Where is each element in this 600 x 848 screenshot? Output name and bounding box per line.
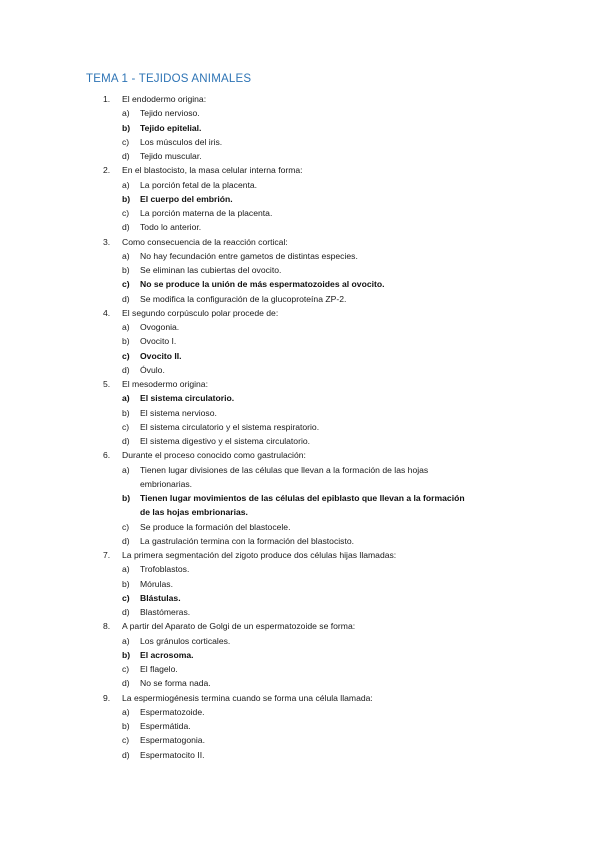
option-letter: c) — [122, 208, 130, 218]
option-letter: c) — [122, 664, 130, 674]
option-text: La gastrulación termina con la formación del blastocisto. — [140, 535, 355, 546]
option-text: El sistema circulatorio y el sistema respiratorio. — [140, 421, 320, 432]
question-4-option-d — [0, 363, 600, 377]
question-text: La espermiogénesis termina cuando se forma una célula llamada: — [122, 692, 373, 703]
question-2-option-c — [0, 206, 600, 220]
option-text: La porción fetal de la placenta. — [140, 179, 258, 190]
question-5 — [0, 377, 600, 391]
document-title: TEMA 1 - TEJIDOS ANIMALES — [86, 73, 252, 85]
option-letter: b) — [122, 493, 131, 503]
option-text: Espermatozoide. — [140, 706, 205, 717]
option-text: Ovocito II. — [140, 350, 182, 361]
option-continuation-line — [0, 505, 600, 519]
question-number: 3. — [103, 236, 111, 247]
option-text: Blástulas. — [140, 592, 181, 603]
question-7-option-c — [0, 591, 600, 605]
question-1-option-c — [0, 135, 600, 149]
option-letter: a) — [122, 250, 130, 261]
option-letter: d) — [122, 293, 130, 304]
question-2-option-d — [0, 220, 600, 234]
option-letter: d) — [122, 678, 130, 689]
option-text: Ovogonia. — [140, 322, 180, 332]
option-text: Tejido epitelial. — [140, 122, 202, 133]
question-5-option-c — [0, 420, 600, 434]
option-text: Los gránulos corticales. — [140, 635, 231, 646]
question-text: La primera segmentación del zigoto produce dos células hijas llamadas: — [122, 550, 397, 560]
option-text: Los músculos del iris. — [140, 136, 223, 147]
question-2 — [0, 163, 600, 177]
option-letter: b) — [122, 649, 131, 660]
option-text-continuation: embrionarias. — [140, 478, 193, 489]
question-5-option-a — [0, 391, 600, 405]
question-4-option-c — [0, 349, 600, 363]
option-text: El sistema nervioso. — [140, 407, 217, 418]
question-text: Durante el proceso conocido como gastrulación: — [122, 450, 306, 461]
question-9-option-a — [0, 705, 600, 719]
option-text: No se produce la unión de más espermatozoides al ovocito. — [140, 279, 385, 290]
question-number: 5. — [103, 379, 111, 389]
question-8-option-b — [0, 648, 600, 662]
option-letter: d) — [122, 222, 130, 233]
option-text: Mórulas. — [140, 578, 173, 589]
option-letter: b) — [122, 407, 130, 418]
question-9 — [0, 691, 600, 705]
question-9-option-c — [0, 733, 600, 747]
option-letter: b) — [122, 265, 130, 275]
question-6-option-b — [0, 491, 600, 505]
question-2-option-a — [0, 178, 600, 192]
option-text: No se forma nada. — [140, 678, 211, 689]
question-8-option-a — [0, 634, 600, 648]
question-8 — [0, 619, 600, 633]
option-letter: d) — [122, 749, 130, 760]
question-text: Como consecuencia de la reacción cortical: — [122, 236, 288, 247]
question-number: 2. — [103, 165, 111, 176]
option-text: Tienen lugar divisiones de las células que llevan a la formación de las hojas — [140, 464, 429, 475]
question-text: El endodermo origina: — [122, 94, 207, 104]
question-1-option-b — [0, 121, 600, 135]
option-letter: c) — [122, 521, 130, 532]
question-6-option-d — [0, 534, 600, 548]
option-text: Tejido nervioso. — [140, 108, 200, 119]
option-text: Óvulo. — [140, 364, 165, 375]
option-letter: a) — [122, 179, 130, 190]
option-letter: b) — [122, 721, 130, 731]
option-letter: d) — [122, 607, 130, 617]
option-text: El acrosoma. — [140, 649, 194, 660]
question-3 — [0, 235, 600, 249]
question-number: 8. — [103, 621, 111, 632]
question-5-option-b — [0, 406, 600, 420]
question-9-option-b — [0, 719, 600, 733]
question-6-option-c — [0, 520, 600, 534]
option-letter: c) — [122, 136, 130, 147]
option-text: El cuerpo del embrión. — [140, 193, 233, 204]
option-text: No hay fecundación entre gametos de distintas especies. — [140, 250, 358, 261]
option-letter: a) — [122, 322, 130, 332]
question-3-option-c — [0, 277, 600, 291]
option-text: Espermatogonia. — [140, 735, 205, 746]
option-text: Ovocito I. — [140, 336, 177, 347]
question-6 — [0, 448, 600, 462]
option-continuation-line — [0, 477, 600, 491]
option-letter: a) — [122, 635, 130, 646]
question-9-option-d — [0, 748, 600, 762]
option-text: El flagelo. — [140, 664, 178, 674]
question-8-option-c — [0, 662, 600, 676]
option-text: El sistema digestivo y el sistema circulatorio. — [140, 436, 311, 446]
question-1-option-d — [0, 149, 600, 163]
option-letter: c) — [122, 279, 130, 290]
option-letter: a) — [122, 108, 130, 119]
option-letter: a) — [122, 464, 130, 475]
question-text: En el blastocisto, la masa celular interna forma: — [122, 165, 303, 176]
question-7-option-a — [0, 562, 600, 576]
question-number: 4. — [103, 307, 111, 318]
question-7-option-b — [0, 577, 600, 591]
option-letter: b) — [122, 193, 131, 204]
question-text: A partir del Aparato de Golgi de un espermatozoide se forma: — [122, 621, 356, 632]
option-letter: c) — [122, 350, 130, 361]
question-3-option-a — [0, 249, 600, 263]
question-7-option-d — [0, 605, 600, 619]
option-text: Espermatocito II. — [140, 749, 205, 760]
question-text: El segundo corpúsculo polar procede de: — [122, 307, 279, 318]
option-letter: c) — [122, 421, 130, 432]
question-number: 9. — [103, 692, 111, 703]
question-1 — [0, 92, 600, 106]
option-text: La porción materna de la placenta. — [140, 208, 273, 218]
option-letter: d) — [122, 364, 130, 375]
option-letter: a) — [122, 393, 130, 404]
question-3-option-b — [0, 263, 600, 277]
option-letter: c) — [122, 592, 130, 603]
option-text-continuation: de las hojas embrionarias. — [140, 507, 248, 518]
option-letter: a) — [122, 706, 130, 717]
question-6-option-a — [0, 463, 600, 477]
option-letter: d) — [122, 535, 130, 546]
option-letter: d) — [122, 436, 130, 446]
question-text: El mesodermo origina: — [122, 379, 208, 389]
option-letter: b) — [122, 336, 130, 347]
option-text: Todo lo anterior. — [140, 222, 202, 233]
option-text: Blastómeras. — [140, 607, 191, 617]
option-letter: c) — [122, 735, 130, 746]
option-text: El sistema circulatorio. — [140, 393, 235, 404]
question-7 — [0, 548, 600, 562]
question-5-option-d — [0, 434, 600, 448]
question-1-option-a — [0, 106, 600, 120]
option-text: Trofoblastos. — [140, 564, 190, 575]
question-8-option-d — [0, 676, 600, 690]
question-number: 1. — [103, 94, 111, 104]
option-letter: b) — [122, 122, 131, 133]
option-letter: d) — [122, 151, 130, 161]
option-text: Tejido muscular. — [140, 151, 202, 161]
option-text: Tienen lugar movimientos de las células del epiblasto que llevan a la formación — [140, 493, 465, 503]
option-letter: a) — [122, 564, 130, 575]
question-2-option-b — [0, 192, 600, 206]
question-4-option-a — [0, 320, 600, 334]
option-text: Se eliminan las cubiertas del ovocito. — [140, 265, 282, 275]
question-3-option-d — [0, 292, 600, 306]
option-text: Espermátida. — [140, 721, 191, 731]
question-4 — [0, 306, 600, 320]
question-number: 7. — [103, 550, 111, 560]
option-text: Se produce la formación del blastocele. — [140, 521, 291, 532]
option-text: Se modifica la configuración de la glucoproteína ZP-2. — [140, 293, 347, 304]
question-number: 6. — [103, 450, 111, 461]
question-4-option-b — [0, 334, 600, 348]
question-list — [0, 92, 600, 762]
option-letter: b) — [122, 578, 130, 589]
